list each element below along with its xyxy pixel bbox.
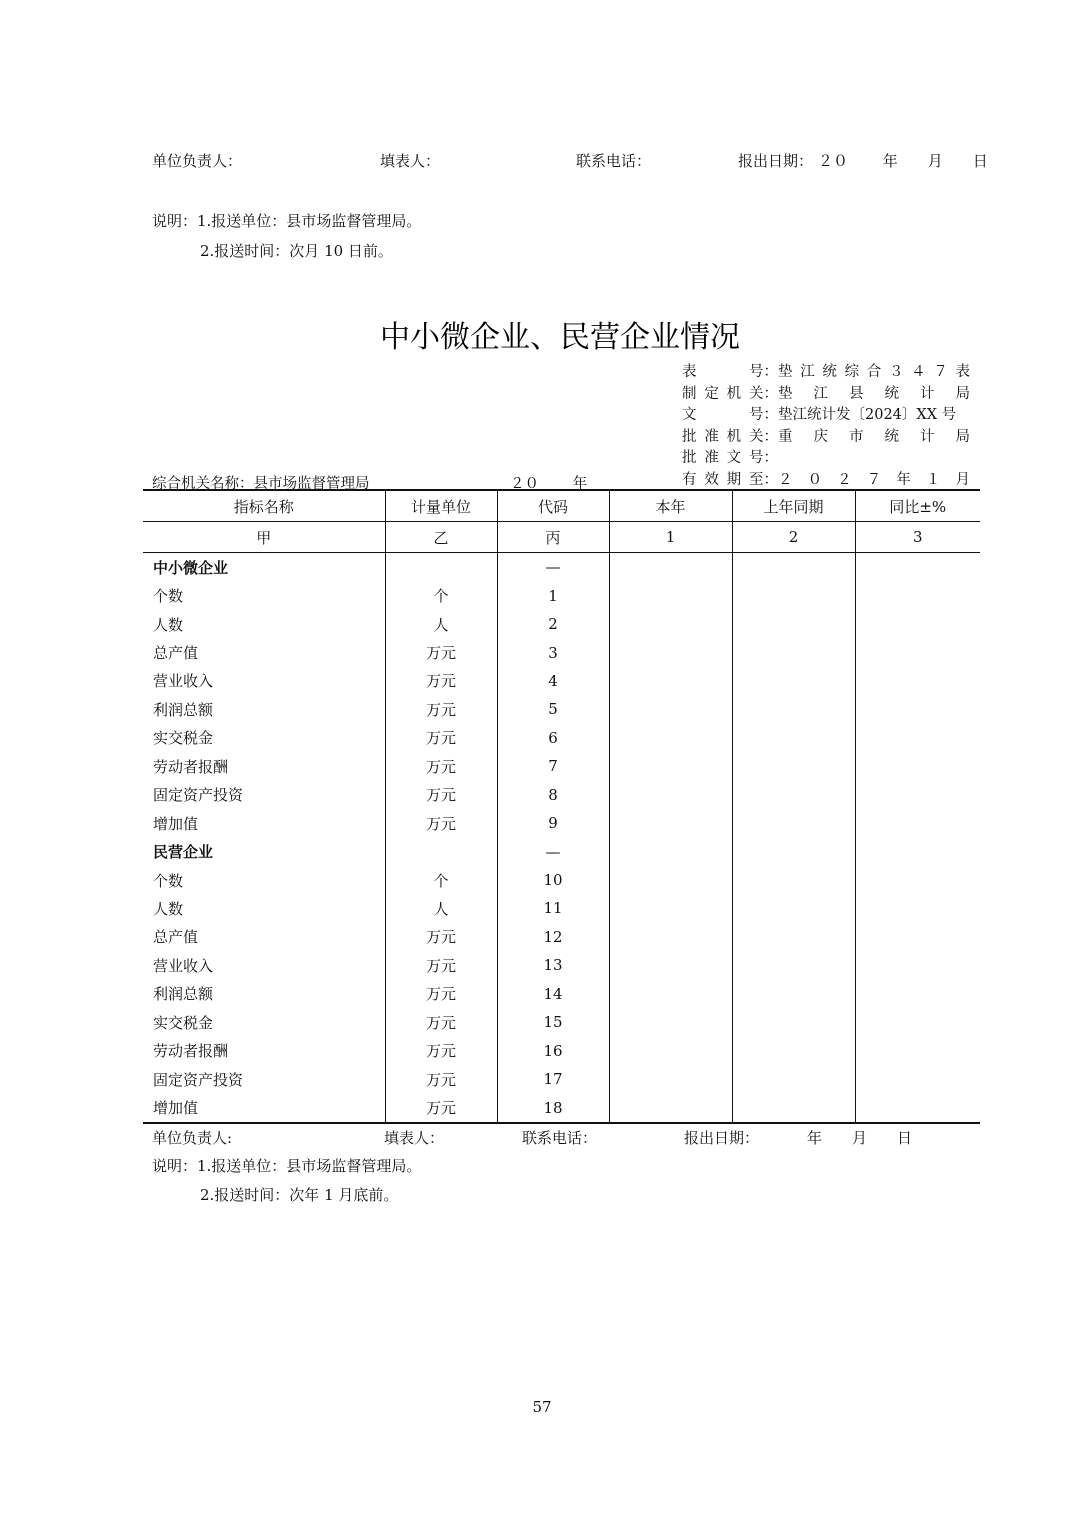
unit-cell: 万元 [385,695,497,723]
indicator-name: 增加值 [143,809,385,837]
meta-value [778,362,970,384]
current-year-cell [609,667,732,695]
meta-row [682,405,970,427]
bottom-filler-label: 填表人： [384,1129,445,1147]
current-year-cell [609,1093,732,1122]
form-meta-block [682,362,970,491]
yoy-change-cell [855,866,980,894]
meta-label-char: 文 [726,450,742,466]
current-year-cell [609,951,732,979]
table-row [143,752,980,780]
yoy-change-cell [855,837,980,865]
prior-year-cell [732,866,855,894]
code-cell: 2 [497,610,609,638]
meta-label-char: 准 [704,450,719,466]
current-year-cell [609,923,732,951]
table-row [143,781,980,809]
indicator-name: 人数 [143,610,385,638]
prior-year-cell [732,553,855,582]
current-year-cell [609,980,732,1008]
meta-label-char: 准 [704,428,719,445]
meta-value [778,427,970,449]
current-year-cell [609,894,732,922]
code-cell: 16 [497,1036,609,1064]
current-year-cell [609,752,732,780]
current-year-cell [609,866,732,894]
meta-row [682,448,970,470]
yoy-change-cell [855,553,980,582]
meta-label [682,470,778,492]
current-year-cell [609,1036,732,1064]
report-date-label: 报出日期： [738,152,814,170]
prior-year-cell [732,781,855,809]
prior-year-cell [732,837,855,865]
unit-head-label: 单位负责人： [152,152,243,170]
top-signature-line [152,150,1002,170]
bottom-note-2: 2.报送时间：次年 1 月底前。 [200,1186,399,1204]
meta-value-char: 统 [884,428,899,445]
current-year-cell [609,724,732,752]
meta-label-char: 制 [682,385,697,402]
phone-label: 联系电话： [576,152,652,170]
current-year-cell [609,1065,732,1093]
meta-label-char: 表 [682,364,697,380]
code-cell: 13 [497,951,609,979]
meta-value-char: ４ [911,364,926,380]
meta-label-char: 批 [682,428,697,445]
table-row [143,809,980,837]
bottom-note-1: 说明：1.报送单位：县市场监督管理局。 [152,1157,422,1175]
indicator-name: 营业收入 [143,951,385,979]
prior-year-cell [732,1036,855,1064]
indicator-name: 增加值 [143,1093,385,1122]
section-row [143,837,980,865]
prior-year-cell [732,980,855,1008]
yoy-change-cell [855,781,980,809]
unit-cell: 万元 [385,667,497,695]
unit-cell: 万元 [385,1065,497,1093]
code-cell: 1 [497,581,609,609]
page-number: 57 [532,1398,552,1416]
table-subheader-row [143,522,980,553]
meta-value-char: 垫江统计发〔2024〕XX 号 [778,407,957,423]
yoy-change-cell [855,1008,980,1036]
table-row [143,695,980,723]
agency-name: 综合机关名称：县市场监督管理局 [152,476,370,492]
code-cell: 14 [497,980,609,1008]
unit-cell: 万元 [385,1036,497,1064]
column-header: 同比±% [855,490,980,522]
yoy-change-cell [855,894,980,922]
table-row [143,923,980,951]
yoy-change-cell [855,581,980,609]
meta-value [778,448,970,470]
meta-value-char: ３ [888,364,904,380]
current-year-cell [609,781,732,809]
meta-row [682,362,970,384]
prior-year-cell [732,695,855,723]
column-subheader: 甲 [143,522,385,553]
column-header: 本年 [609,490,732,522]
code-cell: 6 [497,724,609,752]
table-row [143,866,980,894]
indicator-name: 个数 [143,581,385,609]
code-cell: 12 [497,923,609,951]
meta-label-char: 关： [748,385,778,402]
meta-value-char: 计 [920,385,935,402]
indicator-name: 固定资产投资 [143,1065,385,1093]
meta-value-char: 江 [813,385,828,402]
bottom-signature-line [152,1127,912,1147]
column-subheader: 2 [732,522,855,553]
meta-value-char: 合 [866,364,882,380]
top-note-1: 说明：1.报送单位：县市场监督管理局。 [152,212,422,230]
code-cell: 5 [497,695,609,723]
bottom-date-fields: 年 月 日 [807,1129,913,1147]
code-cell: 17 [497,1065,609,1093]
table-row [143,1065,980,1093]
indicator-name: 固定资产投资 [143,781,385,809]
bottom-report-date-label: 报出日期： [684,1129,760,1147]
table-row [143,1008,980,1036]
indicator-name: 劳动者报酬 [143,752,385,780]
current-year-cell [609,1008,732,1036]
meta-label-char: 文 [682,407,697,423]
yoy-change-cell [855,610,980,638]
meta-row [682,384,970,406]
top-note-2: 2.报送时间：次月 10 日前。 [200,242,393,260]
indicator-name: 利润总额 [143,695,385,723]
code-cell: 4 [497,667,609,695]
prior-year-cell [732,1008,855,1036]
table-row [143,1093,980,1122]
yoy-change-cell [855,695,980,723]
meta-label-char: 定 [704,385,719,402]
indicator-name: 民营企业 [143,837,385,865]
meta-value-char: 统 [822,364,837,380]
meta-value-char: ０ [807,471,823,488]
table-row [143,610,980,638]
current-year-cell [609,610,732,638]
meta-value-char: 垫 [778,385,793,402]
page-title: 中小微企业、民营企业情况 [380,320,740,355]
prior-year-cell [732,894,855,922]
code-cell: 9 [497,809,609,837]
indicator-name: 总产值 [143,923,385,951]
meta-label-char: 效 [704,471,719,488]
column-subheader: 乙 [385,522,497,553]
meta-value-char: 表 [955,364,970,380]
section-row [143,553,980,582]
meta-value-char: 庆 [813,428,828,445]
meta-value-char: １ [925,471,941,488]
table-row [143,894,980,922]
unit-cell: 万元 [385,951,497,979]
unit-cell: 万元 [385,923,497,951]
yoy-change-cell [855,1036,980,1064]
prior-year-cell [732,752,855,780]
meta-value-char: ２ [837,471,852,488]
current-year-cell [609,553,732,582]
code-cell: 8 [497,781,609,809]
meta-label-char: 机 [726,385,742,402]
meta-row [682,470,970,492]
unit-cell: 个 [385,581,497,609]
meta-label-char: 期 [726,471,742,488]
meta-label [682,362,778,384]
indicator-name: 个数 [143,866,385,894]
meta-value-char: 重 [778,428,793,445]
indicator-name: 人数 [143,894,385,922]
unit-cell: 万元 [385,724,497,752]
unit-cell: 万元 [385,1093,497,1122]
table-row [143,1036,980,1064]
meta-value-char: ２ [778,471,793,488]
yoy-change-cell [855,752,980,780]
column-subheader: 1 [609,522,732,553]
table-row [143,724,980,752]
meta-value-char: 市 [849,428,864,445]
unit-cell: 万元 [385,809,497,837]
yoy-change-cell [855,809,980,837]
prior-year-cell [732,809,855,837]
indicator-name: 实交税金 [143,1008,385,1036]
column-header: 代码 [497,490,609,522]
meta-row [682,427,970,449]
meta-label-char: 关： [748,428,778,445]
code-cell: 10 [497,866,609,894]
unit-cell: 万元 [385,980,497,1008]
meta-label [682,427,778,449]
unit-cell [385,553,497,582]
meta-value [778,470,970,492]
code-cell: — [497,837,609,865]
prior-year-cell [732,638,855,666]
unit-cell: 万元 [385,1008,497,1036]
code-cell: 3 [497,638,609,666]
yoy-change-cell [855,923,980,951]
table-row [143,638,980,666]
yoy-change-cell [855,1093,980,1122]
table-row [143,667,980,695]
column-header: 指标名称 [143,490,385,522]
unit-cell: 万元 [385,752,497,780]
bottom-unit-head-label: 单位负责人: [152,1129,233,1147]
prior-year-cell [732,923,855,951]
prior-year-cell [732,610,855,638]
prior-year-cell [732,1093,855,1122]
meta-label-char: 号： [749,407,778,423]
prior-year-cell [732,581,855,609]
meta-value-char: ７ [933,364,948,380]
indicator-name: 劳动者报酬 [143,1036,385,1064]
yoy-change-cell [855,667,980,695]
table-row [143,951,980,979]
table-header-row [143,490,980,522]
code-cell: 15 [497,1008,609,1036]
unit-cell: 个 [385,866,497,894]
meta-value-char: 局 [955,428,970,445]
table-row [143,581,980,609]
unit-cell: 人 [385,610,497,638]
meta-value [778,384,970,406]
report-date-value: ２０ 年 月 日 [818,152,988,170]
prior-year-cell [732,951,855,979]
column-header: 计量单位 [385,490,497,522]
prior-year-cell [732,724,855,752]
prior-year-cell [732,1065,855,1093]
unit-cell [385,837,497,865]
meta-label-char: 批 [682,450,697,466]
prior-year-cell [732,667,855,695]
unit-cell: 万元 [385,781,497,809]
yoy-change-cell [855,638,980,666]
meta-value-char: 县 [849,385,864,402]
meta-label [682,384,778,406]
meta-label-char: 有 [682,471,697,488]
yoy-change-cell [855,724,980,752]
current-year-cell [609,638,732,666]
table-row [143,980,980,1008]
indicator-name: 实交税金 [143,724,385,752]
yoy-change-cell [855,1065,980,1093]
unit-cell: 万元 [385,638,497,666]
column-subheader: 丙 [497,522,609,553]
filler-label: 填表人： [380,152,441,170]
indicator-name: 中小微企业 [143,553,385,582]
meta-value [778,405,970,427]
meta-value-char: 江 [800,364,815,380]
meta-label [682,405,778,427]
code-cell: 11 [497,894,609,922]
meta-value-char: 月 [955,471,970,488]
meta-value-char: 年 [896,471,911,488]
unit-cell: 人 [385,894,497,922]
current-year-cell [609,809,732,837]
column-subheader: 3 [855,522,980,553]
meta-value-char: 计 [920,428,935,445]
code-cell: — [497,553,609,582]
meta-value-char: 垫 [778,364,793,380]
meta-value-char: 局 [955,385,970,402]
meta-value-char: 综 [844,364,860,380]
current-year-cell [609,837,732,865]
meta-label-char: 号： [748,450,778,466]
current-year-cell [609,695,732,723]
meta-value-char: ７ [866,471,882,488]
column-header: 上年同期 [732,490,855,522]
meta-label [682,448,778,470]
indicator-name: 总产值 [143,638,385,666]
yoy-change-cell [855,980,980,1008]
meta-label-char: 至： [748,471,778,488]
code-cell: 18 [497,1093,609,1122]
indicator-name: 利润总额 [143,980,385,1008]
indicator-name: 营业收入 [143,667,385,695]
current-year-cell [609,581,732,609]
meta-label-char: 机 [726,428,742,445]
report-year: ２０ 年 [510,476,588,492]
yoy-change-cell [855,951,980,979]
meta-label-char: 号： [749,364,778,380]
code-cell: 7 [497,752,609,780]
statistics-table [143,489,980,1124]
meta-value-char: 统 [884,385,899,402]
bottom-phone-label: 联系电话： [522,1129,598,1147]
